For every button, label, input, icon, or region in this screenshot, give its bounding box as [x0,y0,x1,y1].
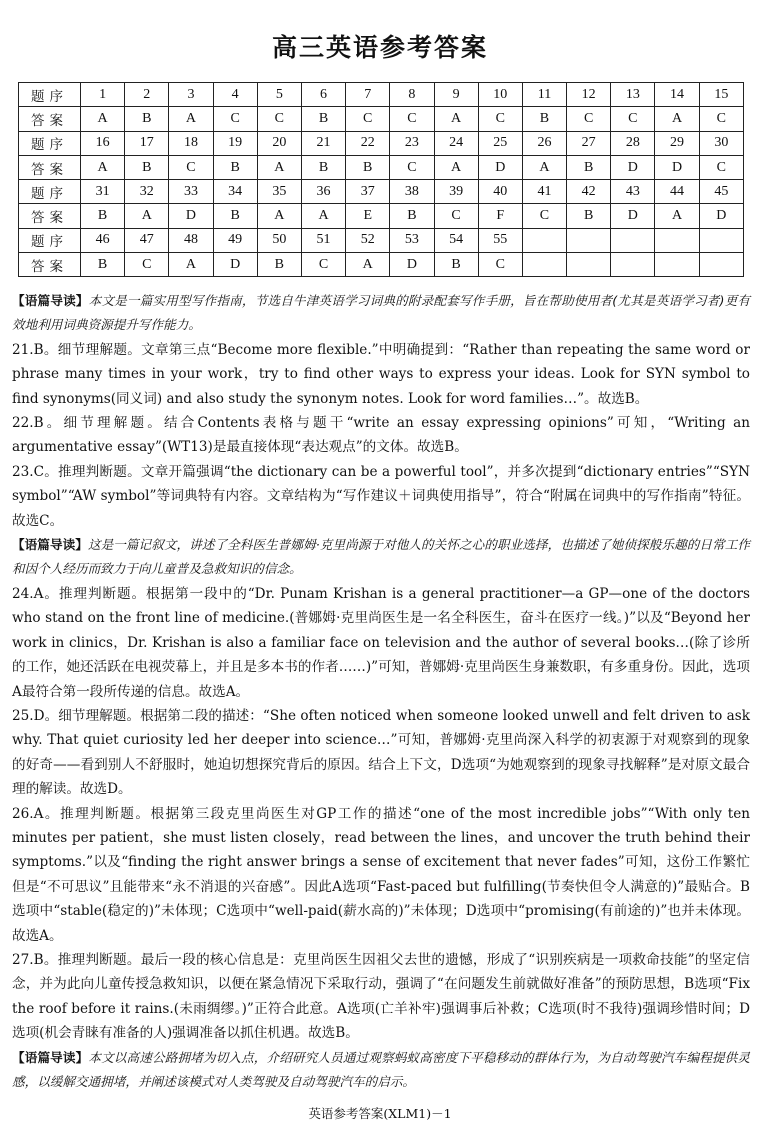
row-label: 题序 [19,83,81,107]
row-label: 答案 [19,253,81,277]
table-cell: 29 [655,131,699,155]
table-cell: B [81,253,125,277]
table-cell: 25 [478,131,522,155]
row-label: 题序 [19,228,81,252]
table-cell: 32 [125,180,169,204]
table-cell: C [257,107,301,131]
table-cell: 38 [390,180,434,204]
table-cell: 16 [81,131,125,155]
row-label: 题序 [19,131,81,155]
explanation-body [12,289,750,1094]
table-row [19,228,744,252]
table-cell: 8 [390,83,434,107]
answer-explanation: 24.A。推理判断题。根据第一段中的“Dr. Punam Krishan is a general practitioner—a GP—one of the doctors who stand on the front line of medicine.(普娜姆·克里尚医生是一名全科医生，奋斗在医疗一线。)”以及“Beyond her work in clinics，Dr. Krishan is also a familiar face on television and the author of several books…(除了诊所的工作，她还活跃在电视荧幕上，并且是多本书的作者……)”可知，普娜姆·克里尚医生身兼数职，有多重身份。因此，选项A最符合第一段所传递的信息。故选A。 [12,585,750,700]
table-cell: 9 [434,83,478,107]
table-cell: C [434,204,478,228]
table-cell: 13 [611,83,655,107]
table-cell: B [434,253,478,277]
answer-explanation: 27.B。推理判断题。最后一段的核心信息是：克里尚医生因祖父去世的遗憾，形成了“识别疾病是一项救命技能”的坚定信念，并为此向儿童传授急救知识，以便在紧急情况下采取行动，强调了“在问题发生前就做好准备”的预防思想，B选项“Fix the roof before it rains.(未雨绸缪。)”正符合此意。A选项(亡羊补牢)强调事后补救；C选项(时不我待)强调珍惜时间；D选项(机会青睐有准备的人)强调准备以抓住机遇。故选B。 [12,951,750,1042]
table-cell [699,228,743,252]
table-cell: D [699,204,743,228]
table-row [19,83,744,107]
table-cell: B [390,204,434,228]
table-cell: 22 [346,131,390,155]
table-cell: A [169,107,213,131]
table-cell: 17 [125,131,169,155]
table-row [19,253,744,277]
table-cell: 1 [81,83,125,107]
table-cell: 37 [346,180,390,204]
table-cell: A [346,253,390,277]
table-cell: 41 [522,180,566,204]
row-label: 题序 [19,180,81,204]
row-label: 答案 [19,204,81,228]
table-cell [522,253,566,277]
table-cell: 30 [699,131,743,155]
table-cell: 33 [169,180,213,204]
table-row [19,155,744,179]
table-cell: 39 [434,180,478,204]
page-title: 高三英语参考答案 [271,33,488,62]
table-cell: A [169,253,213,277]
table-cell: C [346,107,390,131]
reading-guide-text: 本文是一篇实用型写作指南，节选自牛津英语学习词典的附录配套写作手册，旨在帮助使用者(尤其是英语学习者)更有效地利用词典资源提升写作能力。 [12,293,751,333]
table-cell: 53 [390,228,434,252]
table-cell [611,228,655,252]
table-cell: 35 [257,180,301,204]
table-cell: B [346,155,390,179]
table-row [19,107,744,131]
table-cell: A [522,155,566,179]
reading-guide-tag: 【语篇导读】 [12,293,89,308]
table-cell: C [213,107,257,131]
table-row [19,204,744,228]
answer-explanation: 21.B。细节理解题。文章第三点“Become more flexible.”中明确提到：“Rather than repeating the same word or phrase many times in your work，try to find other ways to express your ideas. Look for SYN symbol to find synonyms(同义词) and also study the synonym notes. Look for word families…”。故选B。 [12,341,750,407]
table-cell: E [346,204,390,228]
table-cell: B [522,107,566,131]
table-cell: D [169,204,213,228]
table-cell: A [434,155,478,179]
table-cell: 10 [478,83,522,107]
table-cell: B [213,155,257,179]
table-cell: C [567,107,611,131]
table-cell: C [522,204,566,228]
table-cell: C [478,107,522,131]
table-cell: F [478,204,522,228]
table-cell: 48 [169,228,213,252]
table-cell: 15 [699,83,743,107]
table-cell [567,253,611,277]
table-cell: A [434,107,478,131]
answer-table [18,82,744,277]
table-cell [655,253,699,277]
table-cell: 14 [655,83,699,107]
table-cell: 34 [213,180,257,204]
table-row [19,180,744,204]
table-cell [699,253,743,277]
table-cell: 49 [213,228,257,252]
table-cell: C [169,155,213,179]
table-cell: C [478,253,522,277]
table-cell: B [125,155,169,179]
table-cell: 18 [169,131,213,155]
table-cell: 4 [213,83,257,107]
table-cell: B [301,107,345,131]
table-cell: A [81,107,125,131]
table-cell [655,228,699,252]
table-cell: D [611,155,655,179]
table-cell [567,228,611,252]
answer-explanation: 23.C。推理判断题。文章开篇强调“the dictionary can be a powerful tool”，并多次提到“dictionary entries”“SYN symbol”“AW symbol”等词典特有内容。文章结构为“写作建议＋词典使用指导”，符合“附属在词典中的写作指南”特征。故选C。 [12,463,750,529]
table-cell: C [699,107,743,131]
table-cell: 42 [567,180,611,204]
row-label: 答案 [19,155,81,179]
table-cell: 2 [125,83,169,107]
table-cell: 3 [169,83,213,107]
table-cell: C [611,107,655,131]
table-cell: D [213,253,257,277]
table-cell: C [390,155,434,179]
table-cell: C [699,155,743,179]
table-cell: C [390,107,434,131]
table-cell: 26 [522,131,566,155]
table-cell: 5 [257,83,301,107]
table-cell: 11 [522,83,566,107]
table-cell: 52 [346,228,390,252]
table-cell: B [567,204,611,228]
table-cell: 6 [301,83,345,107]
answer-explanation: 26.A。推理判断题。根据第三段克里尚医生对GP工作的描述“one of the most incredible jobs”“With only ten minutes per patient，she must listen closely，read between the lines，and uncover the truth behind their symptoms.”以及“finding the right answer brings a sense of excitement that never fades”可知，这份工作繁忙但是“不可思议”且能带来“永不消退的兴奋感”。因此A选项“Fast-paced but fulfilling(节奏快但令人满意的)”最贴合。B选项中“stable(稳定的)”未体现；C选项中“well-paid(薪水高的)”未体现；D选项中“promising(有前途的)”也并未体现。故选A。 [12,805,750,944]
table-cell [522,228,566,252]
table-cell: D [655,155,699,179]
table-cell: 27 [567,131,611,155]
table-cell: 47 [125,228,169,252]
reading-guide [12,1046,750,1095]
table-cell: 45 [699,180,743,204]
table-cell: 40 [478,180,522,204]
table-cell: B [213,204,257,228]
table-cell: A [257,204,301,228]
table-cell: B [257,253,301,277]
table-cell: 20 [257,131,301,155]
table-cell: 54 [434,228,478,252]
table-cell: A [655,107,699,131]
table-cell: 24 [434,131,478,155]
reading-guide-tag: 【语篇导读】 [12,1049,89,1065]
table-cell: 12 [567,83,611,107]
table-cell: 50 [257,228,301,252]
table-cell: D [390,253,434,277]
answer-explanation: 22.B。细节理解题。结合Contents表格与题干“write an essay expressing opinions”可知，“Writing an argumentative essay”(WT13)是最直接体现“表达观点”的文体。故选B。 [12,415,750,456]
table-cell: 19 [213,131,257,155]
table-cell: D [611,204,655,228]
table-cell: 21 [301,131,345,155]
reading-guide [12,289,750,338]
table-cell: B [301,155,345,179]
table-cell: 55 [478,228,522,252]
table-cell: A [81,155,125,179]
table-cell: 36 [301,180,345,204]
table-cell: 51 [301,228,345,252]
table-cell: 31 [81,180,125,204]
table-cell: A [257,155,301,179]
table-cell: A [301,204,345,228]
table-row [19,131,744,155]
table-cell: C [125,253,169,277]
table-cell: 46 [81,228,125,252]
table-cell: 7 [346,83,390,107]
reading-guide [12,533,750,582]
table-cell: B [81,204,125,228]
reading-guide-tag: 【语篇导读】 [12,537,88,553]
table-cell: 23 [390,131,434,155]
row-label: 答案 [19,107,81,131]
table-cell: 28 [611,131,655,155]
table-cell: 44 [655,180,699,204]
table-cell: D [478,155,522,179]
reading-guide-text: 这是一篇记叙文，讲述了全科医生普娜姆·克里尚源于对他人的关怀之心的职业选择，也描述了她侦探般乐趣的日常工作和因个人经历而致力于向儿童普及急救知识的信念。 [12,537,750,577]
table-cell: 43 [611,180,655,204]
table-cell: B [125,107,169,131]
table-cell: B [567,155,611,179]
table-cell [611,253,655,277]
table-cell: A [655,204,699,228]
page-footer: 英语参考答案(XLM1)－1 [308,1106,452,1121]
answer-explanation: 25.D。细节理解题。根据第二段的描述：“She often noticed when someone looked unwell and felt driven to ask why. That quiet curiosity led her deeper into science…”可知，普娜姆·克里尚深入科学的初衷源于对观察到的现象的好奇——看到别人不舒服时，她迫切想探究背后的原因。结合上下文，D选项“为她观察到的现象寻找解释”是对原文最合理的解读。故选D。 [12,707,750,798]
table-cell: C [301,253,345,277]
reading-guide-text: 本文以高速公路拥堵为切入点，介绍研究人员通过观察蚂蚁高密度下平稳移动的群体行为，为自动驾驶汽车编程提供灵感，以缓解交通拥堵，并阐述该模式对人类驾驶及自动驾驶汽车的启示。 [12,1049,751,1089]
table-cell: A [125,204,169,228]
